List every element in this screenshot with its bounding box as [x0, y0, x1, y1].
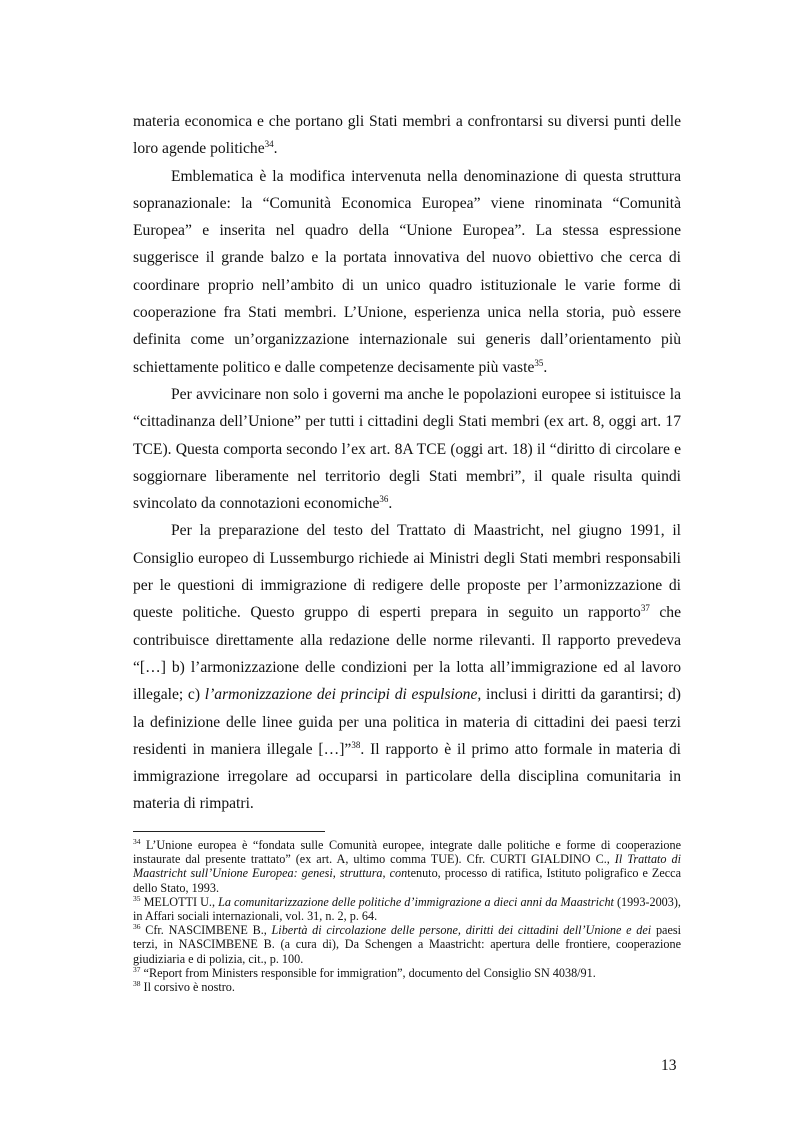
- footnote-34: [133, 838, 681, 895]
- text-run: MELOTTI U.,: [140, 894, 219, 909]
- text-run: paesi terzi, in NASCIMBENE B. (a cura di), Da Schengen a Maastricht: apertura delle frontiere, cooperazione giudiziaria e di polizia, cit., p. 100.: [133, 923, 681, 966]
- italic-text: Il Trattato di Maastricht sull’Unione Europea: genesi, struttura, con: [133, 852, 681, 881]
- page-number: 13: [661, 1057, 677, 1074]
- text-run: (1993-2003), in Affari sociali internazionali, vol. 31, n. 2, p. 64.: [133, 894, 681, 924]
- footnote-37: [133, 966, 681, 980]
- text-run: . Il rapporto è il primo atto formale in materia di immigrazione irregolare ad occuparsi in particolare della disciplina comunitaria in materia di rimpatri.: [133, 740, 681, 813]
- text-run: Cfr. NASCIMBENE B.,: [140, 923, 272, 938]
- text-run: “Report from Ministers responsible for immigration”, documento del Consiglio SN 4038/91.: [140, 965, 596, 980]
- main-text: [133, 108, 681, 818]
- text-run: Il corsivo è nostro.: [140, 980, 235, 995]
- footnote-number: 34: [133, 836, 141, 846]
- footnote-38: [133, 980, 681, 994]
- footnote-ref[interactable]: 37: [640, 603, 650, 614]
- text-run: .: [388, 495, 393, 513]
- footnote-number: 36: [133, 922, 141, 932]
- paragraph: [133, 381, 681, 517]
- footnote-ref[interactable]: 36: [379, 493, 389, 504]
- text-run: Emblematica è la modifica intervenuta nella denominazione di questa struttura sopranazionale: la “Comunità Economica Europea” viene rinominata “Comunità Europea” e inserita nel quadro della “Unione Europea”. La stessa espressione suggerisce il grande balzo e la portata innovativa del nuovo obiettivo che cerca di coordinare proprio nell’ambito di un unico quadro istituzionale le varie forme di cooperazione fra Stati membri. L’Unione, esperienza unica nella storia, può essere definita come un’organizzazione internazionale sui generis dall’orientamento più schiettamente politico e dalle competenze decisamente più vaste: [133, 167, 681, 376]
- paragraph-continued: [133, 108, 681, 163]
- footnote-separator: [133, 831, 325, 832]
- footnote-ref[interactable]: 38: [351, 739, 361, 750]
- footnote-36: [133, 923, 681, 966]
- italic-text: l’armonizzazione dei principi di espulsione,: [204, 686, 482, 704]
- text-run: .: [543, 358, 548, 376]
- text-run: inclusi i diritti da garantirsi; d) la definizione delle linee guida per una politica in materia di cittadini dei paesi terzi residenti in maniera illegale […]”: [133, 686, 681, 758]
- text-run: Per la preparazione del testo del Trattato di Maastricht, nel giugno 1991, il Consiglio europeo di Lussemburgo richiede ai Ministri degli Stati membri responsabili per le questioni di immigrazione di redigere delle proposte per l’armonizzazione di queste politiche. Questo gruppo di esperti prepara in seguito un rapporto: [133, 522, 681, 622]
- text-run: che contribuisce direttamente alla redazione delle norme rilevanti. Il rapporto prevedeva “[…] b) l’armonizzazione delle condizioni per la lotta all’immigrazione ed al lavoro illegale; c): [133, 604, 681, 704]
- footnote-35: [133, 895, 681, 923]
- paragraph: [133, 163, 681, 381]
- footnote-ref[interactable]: 34: [264, 139, 274, 150]
- italic-text: Libertà di circolazione delle persone, diritti dei cittadini dell’Unione e dei: [271, 923, 652, 938]
- text-run: .: [273, 140, 278, 158]
- footnote-number: 37: [133, 964, 141, 974]
- text-run: Per avvicinare non solo i governi ma anche le popolazioni europee si istituisce la “cittadinanza dell’Unione” per tutti i cittadini degli Stati membri (ex art. 8, oggi art. 17 TCE). Questa comporta secondo l’ex art. 8A TCE (oggi art. 18) il “diritto di circolare e soggiornare liberamente nel territorio degli Stati membri”, il quale risulta quindi svincolato da connotazioni economiche: [133, 385, 681, 513]
- paragraph: [133, 517, 681, 817]
- footnote-number: 35: [133, 893, 141, 903]
- italic-text: La comunitarizzazione delle politiche d’immigrazione a dieci anni da Maastricht: [218, 894, 614, 909]
- footnote-number: 38: [133, 978, 141, 988]
- text-run: L’Unione europea è “fondata sulle Comunità europee, integrate dalle politiche e forme di cooperazione instaurate dal presente trattato” (ex art. A, ultimo comma TUE). Cfr. CURTI GIALDINO C.,: [133, 838, 681, 867]
- text-run: materia economica e che portano gli Stati membri a confrontarsi su diversi punti delle loro agende politiche: [133, 113, 681, 158]
- text-run: tenuto, processo di ratifica, Istituto poligrafico e Zecca dello Stato, 1993.: [133, 866, 681, 895]
- footnotes: [133, 838, 681, 994]
- footnote-ref[interactable]: 35: [534, 357, 544, 368]
